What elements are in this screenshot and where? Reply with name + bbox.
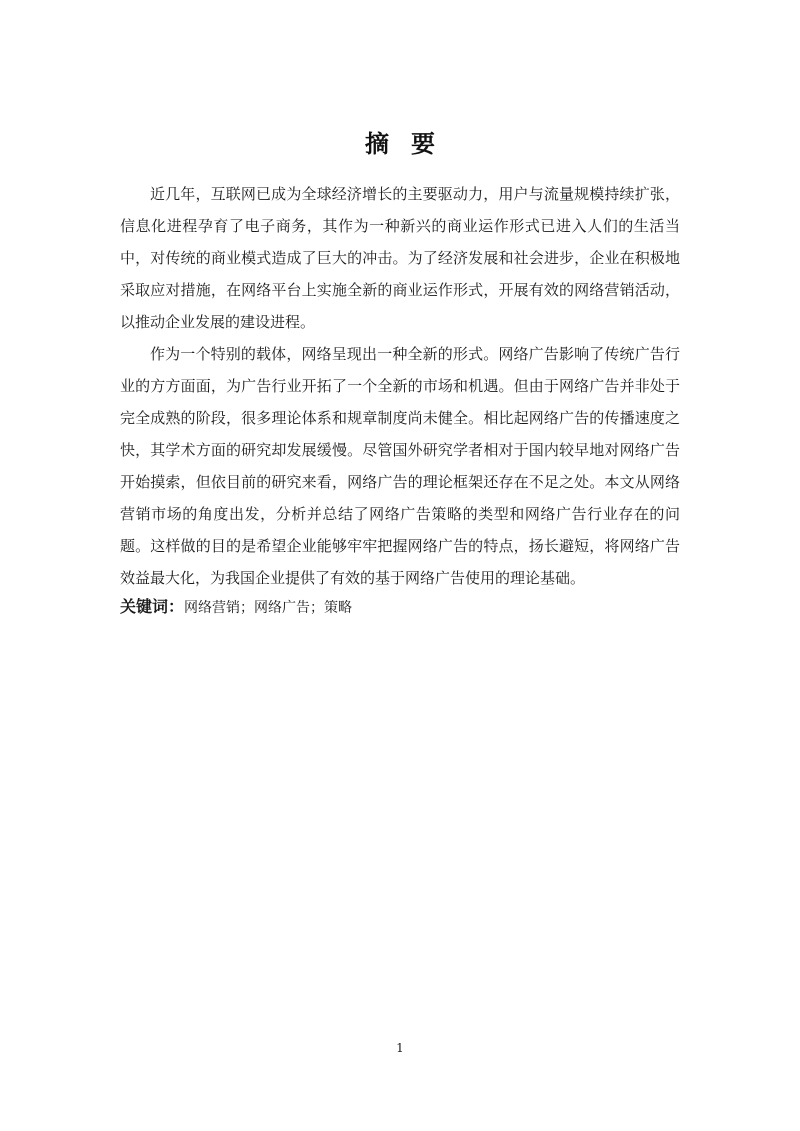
abstract-body [120, 178, 680, 621]
page-number: 1 [396, 1041, 404, 1055]
keywords-values: 网络营销；网络广告；策略 [184, 600, 353, 616]
abstract-title: 摘要 [365, 130, 457, 158]
abstract-paragraph-1: 近几年，互联网已成为全球经济增长的主要驱动力，用户与流量规模持续扩张，信息化进程孕育了电子商务，其作为一种新兴的商业运作形式已进入人们的生活当中，对传统的商业模式造成了巨大的冲击。为了经济发展和社会进步，企业在积极地采取应对措施，在网络平台上实施全新的商业运作形式，开展有效的网络营销活动，以推动企业发展的建设进程。 [120, 185, 680, 331]
keywords-line [120, 594, 680, 621]
abstract-paragraph-2: 作为一个特别的载体，网络呈现出一种全新的形式。网络广告影响了传统广告行业的方方面面，为广告行业开拓了一个全新的市场和机遇。但由于网络广告并非处于完全成熟的阶段，很多理论体系和规章制度尚未健全。相比起网络广告的传播速度之快，其学术方面的研究却发展缓慢。尽管国外研究学者相对于国内较早地对网络广告开始摸索，但依目前的研究来看，网络广告的理论框架还存在不足之处。本文从网络营销市场的角度出发，分析并总结了网络广告策略的类型和网络广告行业存在的问题。这样做的目的是希望企业能够牢牢把握网络广告的特点，扬长避短，将网络广告效益最大化，为我国企业提供了有效的基于网络广告使用的理论基础。 [120, 345, 680, 587]
keywords-label: 关键词： [120, 597, 185, 616]
